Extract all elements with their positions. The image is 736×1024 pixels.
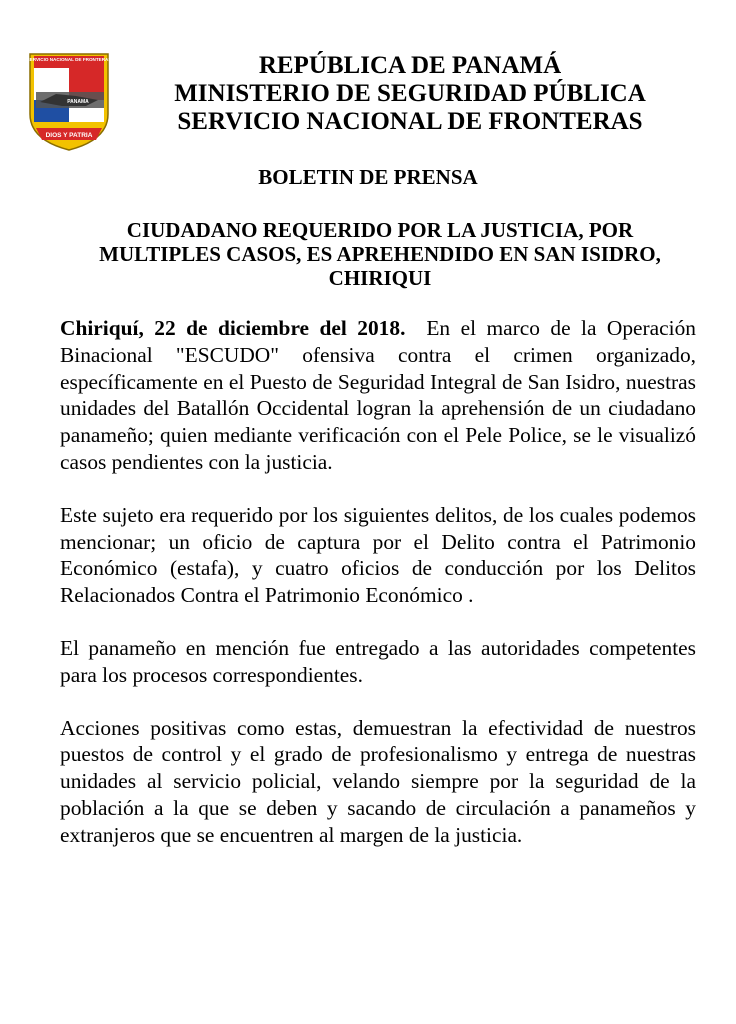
senafront-logo bbox=[26, 52, 112, 152]
paragraph-2: Este sujeto era requerido por los siguientes delitos, de los cuales podemos mencionar; un oficio de captura por el Delito contra el Patrimonio Económico (estafa), y cuatro oficios de conducción por los Delitos Relacionados Contra el Patrimonio Económico . bbox=[60, 502, 696, 608]
paragraph-3: El panameño en mención fue entregado a las autoridades competentes para los procesos correspondientes. bbox=[60, 635, 696, 687]
header-line-republic: REPÚBLICA DE PANAMÁ bbox=[258, 52, 562, 79]
headline-line-1: CIUDADANO REQUERIDO POR LA JUSTICIA, POR bbox=[126, 218, 634, 242]
header-line-ministry: MINISTERIO DE SEGURIDAD PÚBLICA bbox=[174, 80, 646, 107]
paragraph-1-text: En el marco de la Operación Binacional "ESCUDO" ofensiva contra el crimen organizado, específicamente en el Puesto de Seguridad Integral de San Isidro, nuestras unidades del Batallón Occidental logran la aprehensión de un ciudadano panameño; quien mediante verificación con el Pele Police, se le visualizó casos pendientes con la justicia. bbox=[60, 316, 696, 474]
logo-top-text: SERVICIO NACIONAL DE FRONTERAS bbox=[26, 57, 112, 62]
press-headline bbox=[60, 218, 700, 290]
logo-motto: DIOS Y PATRIA bbox=[45, 132, 93, 139]
paragraph-1 bbox=[60, 315, 696, 476]
headline-line-2: MULTIPLES CASOS, ES APREHENDIDO EN SAN ISIDRO, bbox=[99, 242, 661, 266]
paragraph-4: Acciones positivas como estas, demuestran la efectividad de nuestros puestos de control y el grado de profesionalismo y entrega de nuestras unidades al servicio policial, velando siempre por la seguridad de la población a la que se deben y sacando de circulación a panameños y extranjeros que se encuentren al margen de la justicia. bbox=[60, 715, 696, 847]
press-body bbox=[60, 315, 696, 875]
headline-line-3: CHIRIQUI bbox=[328, 266, 432, 290]
bulletin-title: BOLETIN DE PRENSA bbox=[258, 165, 478, 189]
logo-band-text: PANAMA bbox=[67, 99, 89, 105]
dateline: Chiriquí, 22 de diciembre del 2018. bbox=[60, 316, 406, 340]
header-line-service: SERVICIO NACIONAL DE FRONTERAS bbox=[177, 108, 643, 135]
document-header bbox=[140, 52, 680, 136]
